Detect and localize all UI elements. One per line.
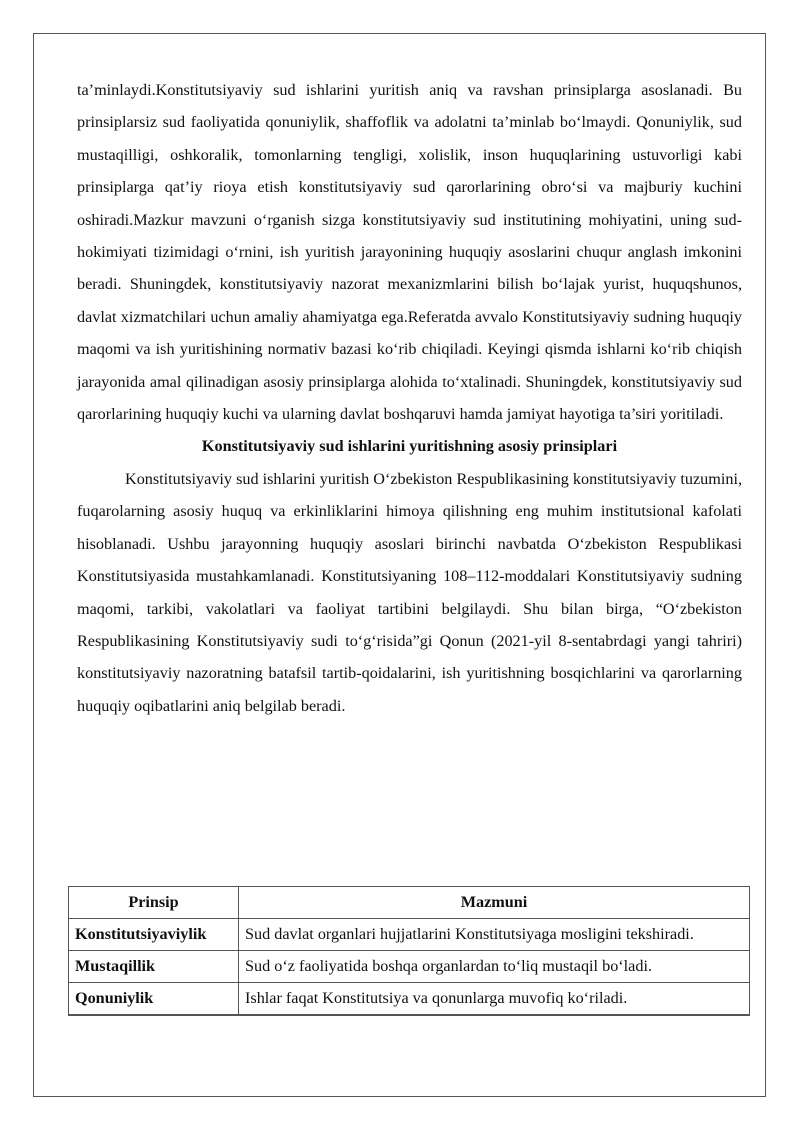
table-cell-mazmuni: Sud o‘z faoliyatida boshqa organlardan to‘liq mustaqil bo‘ladi. bbox=[239, 951, 750, 983]
table-row bbox=[69, 919, 750, 951]
table-row bbox=[69, 951, 750, 983]
table-header-row bbox=[69, 887, 750, 919]
column-header-prinsip: Prinsip bbox=[69, 887, 239, 919]
table-cell-prinsip: Konstitutsiyaviylik bbox=[69, 919, 239, 951]
principles-table-container bbox=[68, 886, 750, 1016]
table-row bbox=[69, 983, 750, 1016]
paragraph-legal-basis: Konstitutsiyaviy sud ishlarini yuritish O‘zbekiston Respublikasining konstitutsiyaviy tuzumini, fuqarolarning asosiy huquq va erkinliklarini himoya qilishning eng muhim institutsional kafolati hisoblanadi. Ushbu jarayonning huquqiy asoslari birinchi navbatda O‘zbekiston Respublikasi Konstitutsiyasida mustahkamlanadi. Konstitutsiyaning 108–112-moddalari Konstitutsiyaviy sudning maqomi, tarkibi, vakolatlari va faoliyat tartibini belgilaydi. Shu bilan birga, “O‘zbekiston Respublikasining Konstitutsiyaviy sudi to‘g‘risida”gi Qonun (2021-yil 8-sentabrdagi yangi tahriri) konstitutsiyaviy nazoratning batafsil tartib-qoidalarini, ish yuritishning bosqichlarini va qarorlarning huquqiy oqibatlarini aniq belgilab beradi. bbox=[77, 469, 742, 715]
table-cell-prinsip: Mustaqillik bbox=[69, 951, 239, 983]
table-cell-mazmuni: Sud davlat organlari hujjatlarini Konstitutsiyaga mosligini tekshiradi. bbox=[239, 919, 750, 951]
table-cell-mazmuni: Ishlar faqat Konstitutsiya va qonunlarga muvofiq ko‘riladi. bbox=[239, 983, 750, 1016]
table-cell-prinsip: Qonuniylik bbox=[69, 983, 239, 1016]
document-body bbox=[77, 74, 742, 722]
paragraph-intro-continuation: ta’minlaydi.Konstitutsiyaviy sud ishlarini yuritish aniq va ravshan prinsiplarga asoslanadi. Bu prinsiplarsiz sud faoliyatida qonuniylik, shaffoflik va adolatni ta’minlab bo‘lmaydi. Qonuniylik, sud mustaqilligi, oshkoralik, tomonlarning tengligi, xolislik, inson huquqlarining ustuvorligi kabi prinsiplarga qat’iy rioya etish konstitutsiyaviy sud qarorlarining obro‘si va majburiy kuchini oshiradi.Mazkur mavzuni o‘rganish sizga konstitutsiyaviy sud institutining mohiyatini, uning sud-hokimiyati tizimidagi o‘rnini, ish yuritish jarayonining huquqiy asoslarini chuqur anglash imkonini beradi. Shuningdek, konstitutsiyaviy nazorat mexanizmlarini bilish bo‘lajak yurist, huquqshunos, davlat xizmatchilari uchun amaliy ahamiyatga ega.Referatda avvalo Konstitutsiyaviy sudning huquqiy maqomi va ish yuritishining normativ bazasi ko‘rib chiqiladi. Keyingi qismda ishlarni ko‘rib chiqish jarayonida amal qilinadigan asosiy prinsiplarga alohida to‘xtalinadi. Shuningdek, konstitutsiyaviy sud qarorlarining huquqiy kuchi va ularning davlat boshqaruvi hamda jamiyat hayotiga ta’siri yoritiladi. bbox=[77, 81, 742, 424]
column-header-mazmuni: Mazmuni bbox=[239, 887, 750, 919]
section-heading: Konstitutsiyaviy sud ishlarini yuritishning asosiy prinsiplari bbox=[201, 437, 618, 456]
principles-table bbox=[68, 886, 750, 1016]
